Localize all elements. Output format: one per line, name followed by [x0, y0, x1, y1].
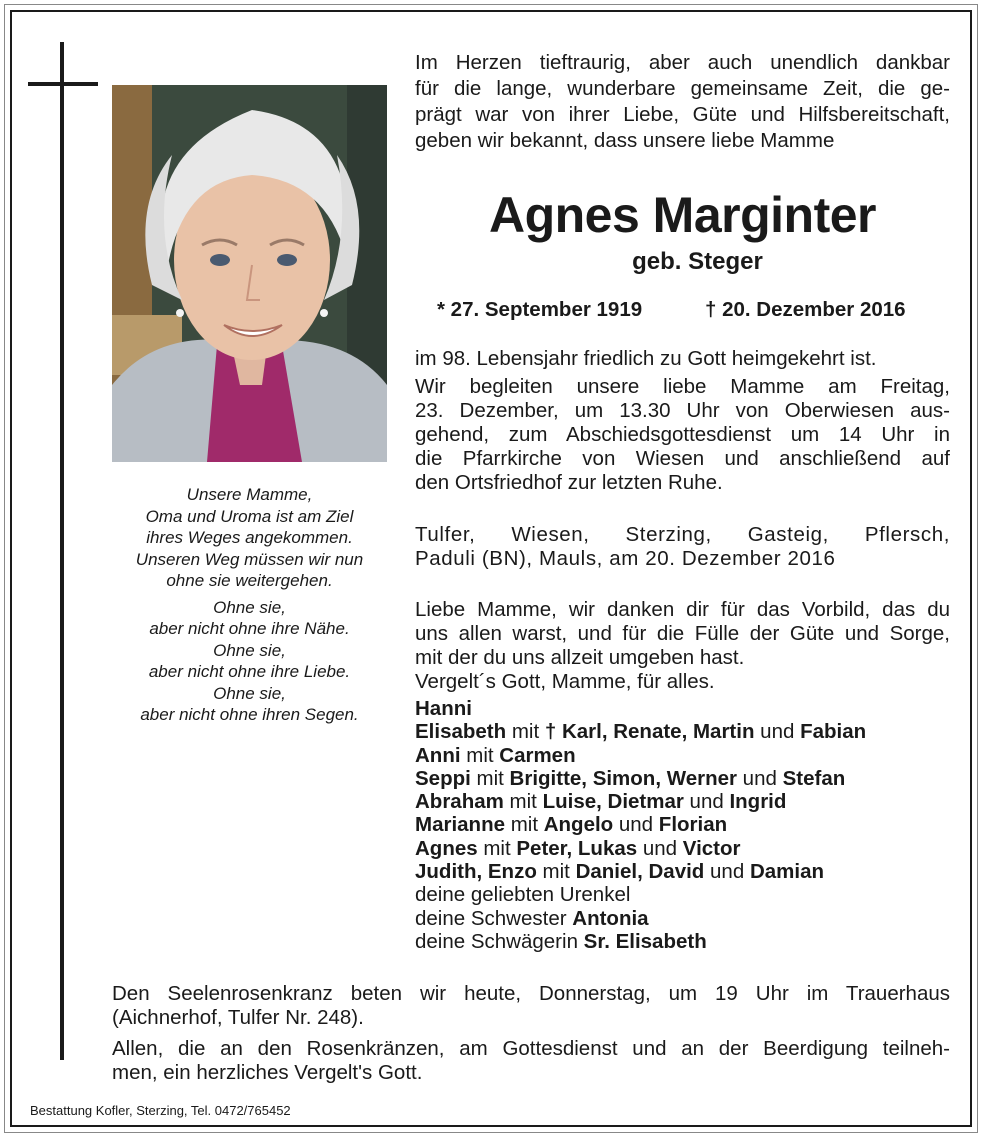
mourner-line [415, 767, 950, 790]
text-line: Wir begleiten unsere liebe Mamme am Freitag, [415, 375, 950, 398]
connector-text: mit [503, 790, 543, 814]
mourner-line [415, 697, 950, 720]
deceased-name: Agnes Marginter [488, 187, 876, 243]
portrait-photo [112, 85, 387, 462]
mourner-name: Anni [415, 743, 461, 767]
mourner-name: Marianne [415, 813, 505, 837]
mourner-name: Brigitte, Simon, Werner [509, 766, 737, 790]
places-and-date [415, 523, 950, 571]
poem-stanza-2 [112, 597, 387, 726]
text-line: gehend, zum Abschiedsgottesdienst um 14 Uhr in [415, 423, 950, 446]
mourner-name: † Karl, Renate, Martin [544, 720, 755, 744]
mourner-line [415, 907, 950, 930]
cross-horizontal-bar [28, 82, 98, 86]
poem-line: aber nicht ohne ihre Liebe. [148, 662, 351, 681]
mourner-name: Hanni [415, 697, 472, 720]
mourner-name: Stefan [782, 766, 846, 790]
mourner-name: Fabian [800, 720, 867, 744]
connector-text: deine Schwester [415, 906, 573, 930]
poem-line: aber nicht ohne ihren Segen. [140, 705, 359, 724]
poem-line: aber nicht ohne ihre Nähe. [149, 619, 350, 638]
mourner-line [415, 860, 950, 883]
mourner-line [415, 720, 950, 743]
death-date: † 20. Dezember 2016 [705, 298, 906, 321]
mourner-name: Elisabeth [415, 720, 507, 744]
mourner-name: Antonia [572, 906, 649, 930]
mourner-line [415, 883, 950, 906]
mourner-name: Daniel, David [575, 860, 705, 884]
mourner-line [415, 837, 950, 860]
funeral-home-credit: Bestattung Kofler, Sterzing, Tel. 0472/765452 [30, 1103, 291, 1118]
rosary-announcement [112, 982, 950, 1030]
text-line: die Pfarrkirche von Wiesen und anschließend auf [415, 447, 950, 470]
mourner-name: Sr. Elisabeth [583, 929, 707, 953]
places-line: Tulfer, Wiesen, Sterzing, Gasteig, Pflersch, [415, 523, 950, 546]
rosary-line: (Aichnerhof, Tulfer Nr. 248). [112, 1006, 364, 1029]
cross-vertical-bar [60, 42, 64, 1060]
mourner-name: Damian [749, 860, 824, 884]
thanks-line: uns allen warst, und für die Fülle der Güte und Sorge, [415, 622, 950, 645]
maiden-name: geb. Steger [632, 248, 763, 275]
thanks-line: Vergelt´s Gott, Mamme, für alles. [415, 670, 715, 693]
portrait-illustration [112, 85, 387, 462]
intro-paragraph [415, 50, 950, 154]
mourner-name: Carmen [499, 743, 576, 767]
connector-text: deine geliebten Urenkel [415, 883, 631, 907]
mourner-line [415, 790, 950, 813]
thanks-line: mit der du uns allzeit umgeben hast. [415, 646, 745, 669]
birth-date: * 27. September 1919 [437, 298, 643, 321]
mourner-name: Victor [682, 836, 741, 860]
mourner-name: Agnes [415, 836, 478, 860]
mourner-name: Judith, Enzo [415, 860, 537, 884]
mourner-name: Luise, Dietmar [542, 790, 684, 814]
closing-line: Allen, die an den Rosenkränzen, am Gottesdienst und an der Beerdigung teilneh- [112, 1037, 950, 1060]
text-line: 23. Dezember, um 13.30 Uhr von Oberwiesen aus- [415, 399, 950, 422]
connector-text: und [613, 813, 659, 837]
poem-line: Unsere Mamme, [186, 485, 313, 504]
memorial-poem [112, 484, 387, 731]
connector-text: deine Schwägerin [415, 929, 584, 953]
connector-text: mit [460, 743, 500, 767]
places-line: Paduli (BN), Mauls, am 20. Dezember 2016 [415, 547, 836, 570]
poem-stanza-1 [112, 484, 387, 592]
closing-thanks [112, 1037, 950, 1085]
mourner-line [415, 744, 950, 767]
poem-line: Unseren Weg müssen wir nun [135, 549, 364, 569]
mourner-name: Peter, Lukas [516, 836, 638, 860]
poem-line: Oma und Uroma ist am Ziel [145, 506, 354, 526]
mourner-name: Seppi [415, 766, 471, 790]
connector-text: und [754, 720, 801, 744]
intro-line: für die lange, wunderbare gemeinsame Zeit, die ge- [415, 77, 950, 100]
closing-line: men, ein herzliches Vergelt's Gott. [112, 1061, 423, 1084]
text-line: den Ortsfriedhof zur letzten Ruhe. [415, 471, 723, 494]
rosary-line: Den Seelenrosenkranz beten wir heute, Donnerstag, um 19 Uhr im Trauerhaus [112, 982, 950, 1005]
connector-text: und [704, 860, 750, 884]
intro-line: geben wir bekannt, dass unsere liebe Mamme [415, 129, 835, 152]
mourner-name: Abraham [415, 790, 504, 814]
thanks-line: Liebe Mamme, wir danken dir für das Vorbild, das du [415, 598, 950, 621]
connector-text: und [683, 790, 730, 814]
poem-line: Ohne sie, [213, 597, 286, 617]
mourners-list [415, 697, 950, 953]
connector-text: mit [536, 860, 576, 884]
poem-line: ohne sie weitergehen. [166, 571, 333, 590]
intro-line: prägt war von ihrer Liebe, Güte und Hilfsbereitschaft, [415, 103, 950, 126]
mourner-name: Ingrid [729, 790, 787, 814]
thanks-paragraph [415, 598, 950, 694]
mourner-line [415, 813, 950, 836]
connector-text: mit [477, 836, 517, 860]
connector-text: und [736, 766, 783, 790]
connector-text: und [637, 836, 683, 860]
connector-text: mit [505, 813, 544, 837]
intro-line: Im Herzen tieftraurig, aber auch unendlich dankbar [415, 51, 950, 74]
mourner-line [415, 930, 950, 953]
connector-text: mit [506, 720, 545, 744]
poem-line: Ohne sie, [213, 683, 286, 703]
poem-line: Ohne sie, [213, 640, 286, 660]
mourner-name: Angelo [543, 813, 614, 837]
connector-text: mit [470, 766, 510, 790]
text-line: im 98. Lebensjahr friedlich zu Gott heimgekehrt ist. [415, 347, 877, 370]
poem-line: ihres Weges angekommen. [146, 528, 353, 547]
mourner-name: Florian [658, 813, 728, 837]
funeral-details [415, 347, 950, 495]
